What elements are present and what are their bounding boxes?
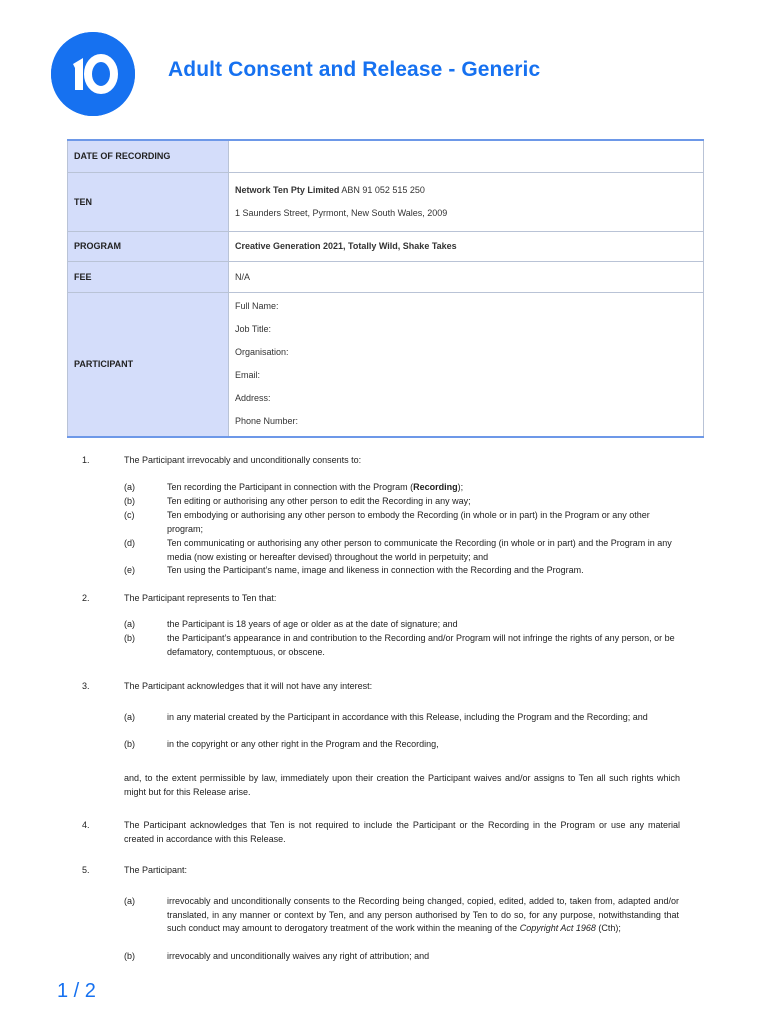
ten-label: TEN xyxy=(68,172,229,231)
sub-text xyxy=(167,481,679,495)
sub-text: irrevocably and unconditionally waives any right of attribution; and xyxy=(167,951,430,961)
sub-text: the Participant’s appearance in and contribution to the Recording and/or Program will not infringe the rights of any person, or be defamatory, contemptuous, or obscene. xyxy=(167,633,675,657)
page-title: Adult Consent and Release - Generic xyxy=(168,58,541,81)
sub-text: Ten communicating or authorising any other person to communicate the Recording (in whole or in part) and the Program in any media (now existing or hereafter devised) throughout the world in perpetuity; and xyxy=(167,538,672,562)
sub-label: (c) xyxy=(124,510,135,520)
sub-label: (a) xyxy=(124,619,135,629)
participant-email: Email: xyxy=(235,370,261,381)
clause-number: 5. xyxy=(82,865,90,875)
sub-text: Ten using the Participant’s name, image and likeness in connection with the Recording and the Program. xyxy=(167,565,584,575)
participant-address: Address: xyxy=(235,393,271,404)
table-row xyxy=(68,292,704,437)
ten-company-name: Network Ten Pty Limited xyxy=(235,184,340,195)
clause-text: The Participant irrevocably and unconditionally consents to: xyxy=(124,455,362,465)
sub-label: (a) xyxy=(124,896,135,906)
page-number: 1 / 2 xyxy=(57,980,96,1002)
participant-label: PARTICIPANT xyxy=(68,292,229,437)
sub-label: (b) xyxy=(124,739,135,749)
participant-full-name: Full Name: xyxy=(235,301,279,312)
clause-number: 2. xyxy=(82,593,90,603)
sub-text-part: irrevocably and unconditionally consents to the Recording being changed, copied, edited, added to, taken from, adapted and/or translated, in any manner or context by Ten, and any person authorised by Ten to do so, for any purpose, notwithstanding that such conduct may amount to derogatory treatment of the work within the meaning of the xyxy=(167,896,679,933)
clause-text: The Participant: xyxy=(124,865,188,875)
network-ten-logo xyxy=(51,32,135,116)
clause-text: The Participant represents to Ten that: xyxy=(124,593,277,603)
sub-label: (b) xyxy=(124,633,135,643)
details-table xyxy=(67,139,704,438)
participant-organisation: Organisation: xyxy=(235,347,289,358)
fee-value: N/A xyxy=(229,261,704,292)
ten-abn: ABN 91 052 515 250 xyxy=(339,184,425,195)
participant-job-title: Job Title: xyxy=(235,324,272,335)
table-row xyxy=(68,140,704,172)
sub-text: Ten editing or authorising any other person to edit the Recording in any way; xyxy=(167,496,471,506)
ten-logo-icon xyxy=(51,32,135,116)
table-row xyxy=(68,231,704,261)
fee-label: FEE xyxy=(68,261,229,292)
sub-text: in the copyright or any other right in the Program and the Recording, xyxy=(167,739,439,749)
sub-label: (a) xyxy=(124,712,135,722)
date-label: DATE OF RECORDING xyxy=(68,140,229,172)
participant-phone: Phone Number: xyxy=(235,416,299,427)
clause-tail: and, to the extent permissible by law, immediately upon their creation the Participant waives and/or assigns to Ten all such rights which might but for this Release arise. xyxy=(124,773,680,797)
participant-fields xyxy=(229,292,704,437)
sub-label: (a) xyxy=(124,482,135,492)
sub-text-part: (Cth); xyxy=(595,923,621,933)
sub-text: Ten embodying or authorising any other person to embody the Recording (in whole or in part) in the Program or any other program; xyxy=(167,510,650,534)
sub-text-part: Ten recording the Participant in connection with the Program ( xyxy=(167,482,414,492)
clause-number: 4. xyxy=(82,820,90,830)
ten-address: 1 Saunders Street, Pyrmont, New South Wales, 2009 xyxy=(235,207,448,218)
clause-number: 1. xyxy=(82,455,90,465)
defined-term: Recording xyxy=(413,482,458,492)
clause-number: 3. xyxy=(82,681,90,691)
program-value: Creative Generation 2021, Totally Wild, Shake Takes xyxy=(229,231,704,261)
sub-text-part: ); xyxy=(457,482,464,492)
clause-text: The Participant acknowledges that Ten is not required to include the Participant or the Recording in the Program or use any material created in accordance with this Release. xyxy=(124,820,680,844)
sub-text: in any material created by the Participant in accordance with this Release, including the Program and the Recording; and xyxy=(167,712,648,722)
sub-label: (e) xyxy=(124,565,135,575)
table-row xyxy=(68,261,704,292)
date-value xyxy=(229,140,704,172)
sub-label: (b) xyxy=(124,496,135,506)
ten-value xyxy=(229,172,704,231)
sub-text: the Participant is 18 years of age or older as at the date of signature; and xyxy=(167,619,458,629)
sub-text xyxy=(167,895,679,936)
clause-text: The Participant acknowledges that it will not have any interest: xyxy=(124,681,373,691)
table-row xyxy=(68,172,704,231)
act-title: Copyright Act 1968 xyxy=(519,923,596,933)
sub-label: (b) xyxy=(124,951,135,961)
program-label: PROGRAM xyxy=(68,231,229,261)
sub-label: (d) xyxy=(124,538,135,548)
